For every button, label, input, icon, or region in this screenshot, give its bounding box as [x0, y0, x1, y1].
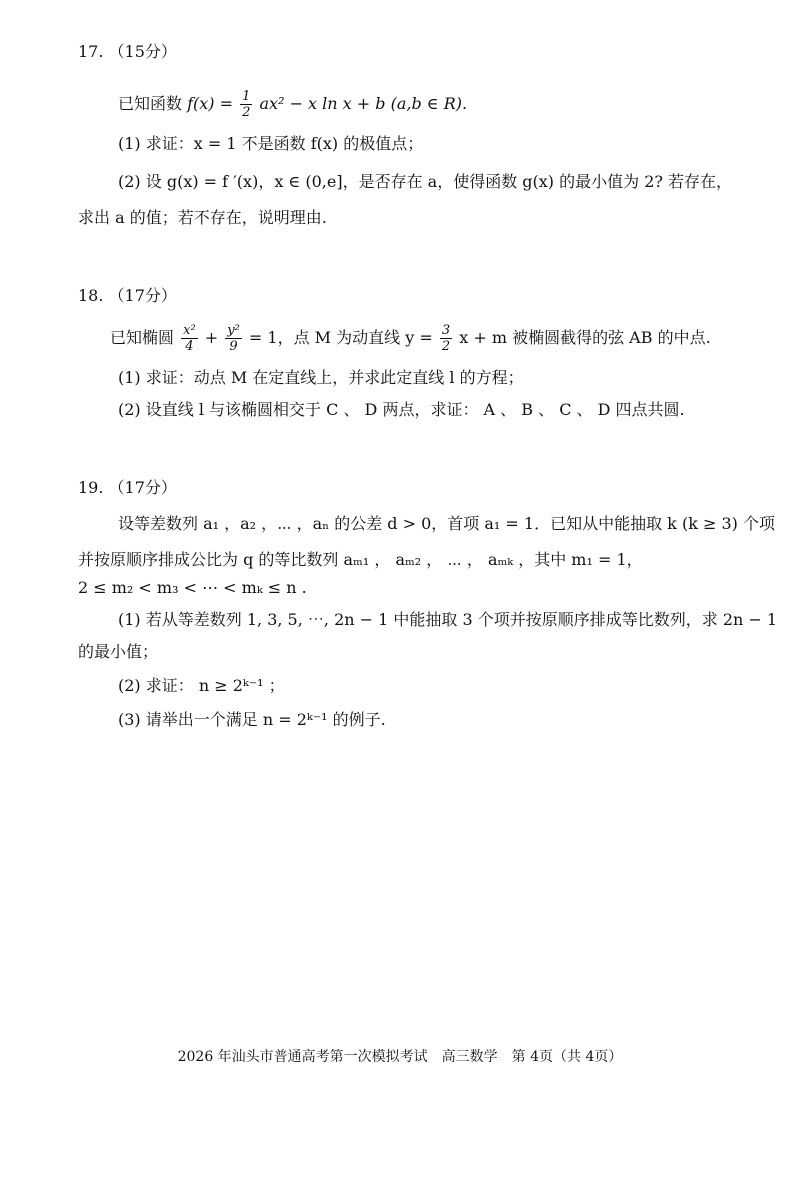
fraction-x2-over-4: $\frac{\text{x²}}{4}$ [183, 323, 196, 354]
problem-19-stem-line-3: 2 ≤ m₂ < m₃ < ⋯ < mₖ ≤ n . [78, 578, 307, 597]
problem-19-part-3: (3) 请举出一个满足 n = 2ᵏ⁻¹ 的例子. [118, 710, 386, 729]
problem-19-part-1-line-2: 的最小值； [78, 642, 159, 661]
problem-17-part-1: (1) 求证：x = 1 不是函数 f(x) 的极值点； [118, 134, 424, 153]
function-rhs: ax² − x ln x + b (a,b ∈ R). [259, 94, 468, 113]
fraction-one-half: $\frac{1}{2}$ [242, 89, 251, 120]
problem-number: 19. [78, 478, 104, 497]
page-footer: 2026 年汕头市普通高考第一次模拟考试 高三数学 第 4页（共 4页） [177, 1049, 623, 1065]
problem-19-header [78, 476, 177, 500]
problem-19-part-1-line-1: (1) 若从等差数列 1, 3, 5, ⋯, 2n − 1 中能抽取 3 个项并按原顺序排成等比数列，求 2n − 1 [118, 610, 778, 629]
fraction-y2-over-9: $\frac{\text{y²}}{9}$ [227, 323, 240, 354]
problem-18-stem [110, 320, 711, 356]
problem-score: （17分） [108, 286, 177, 305]
problem-17-header [78, 40, 177, 64]
stem-suffix: x + m 被椭圆截得的弦 AB 的中点. [459, 328, 711, 347]
problem-17-stem [118, 86, 467, 122]
problem-score: （15分） [108, 42, 177, 61]
problem-number: 18. [78, 286, 104, 305]
problem-19-stem-line-2: 并按原顺序排成公比为 q 的等比数列 aₘ₁ ， aₘ₂ ， ⋯ ， aₘₖ ，其中 m₁ = 1， [78, 550, 643, 569]
problem-18-header [78, 284, 177, 308]
problem-score: （17分） [108, 478, 177, 497]
problem-17-part-2-line-2: 求出 a 的值；若不存在，说明理由. [78, 208, 327, 227]
stem-prefix: 已知函数 [118, 94, 183, 113]
problem-number: 17. [78, 42, 104, 61]
ellipse-equation: = 1，点 M 为动直线 y = [248, 328, 433, 347]
problem-18-part-2: (2) 设直线 l 与该椭圆相交于 C 、 D 两点，求证： A 、 B 、 C 、 D 四点共圆. [118, 400, 685, 419]
problem-19-stem-line-1: 设等差数列 a₁ ，a₂ ，⋯ ，aₙ 的公差 d > 0，首项 a₁ = 1．已知从中能抽取 k (k ≥ 3) 个项 [118, 514, 775, 533]
stem-prefix: 已知椭圆 [110, 328, 175, 347]
problem-17-part-2-line-1: (2) 设 g(x) = f ′(x)，x ∈ (0,e]，是否存在 a，使得函数 g(x) 的最小值为 2? 若存在， [118, 172, 733, 191]
function-lhs: f(x) = [187, 94, 234, 113]
problem-18-part-1: (1) 求证：动点 M 在定直线上，并求此定直线 l 的方程； [118, 368, 524, 387]
plus-sign: + [204, 328, 219, 347]
problem-19-part-2: (2) 求证： n ≥ 2ᵏ⁻¹ ； [118, 676, 285, 695]
fraction-three-halves: $\frac{3}{2}$ [441, 323, 451, 354]
